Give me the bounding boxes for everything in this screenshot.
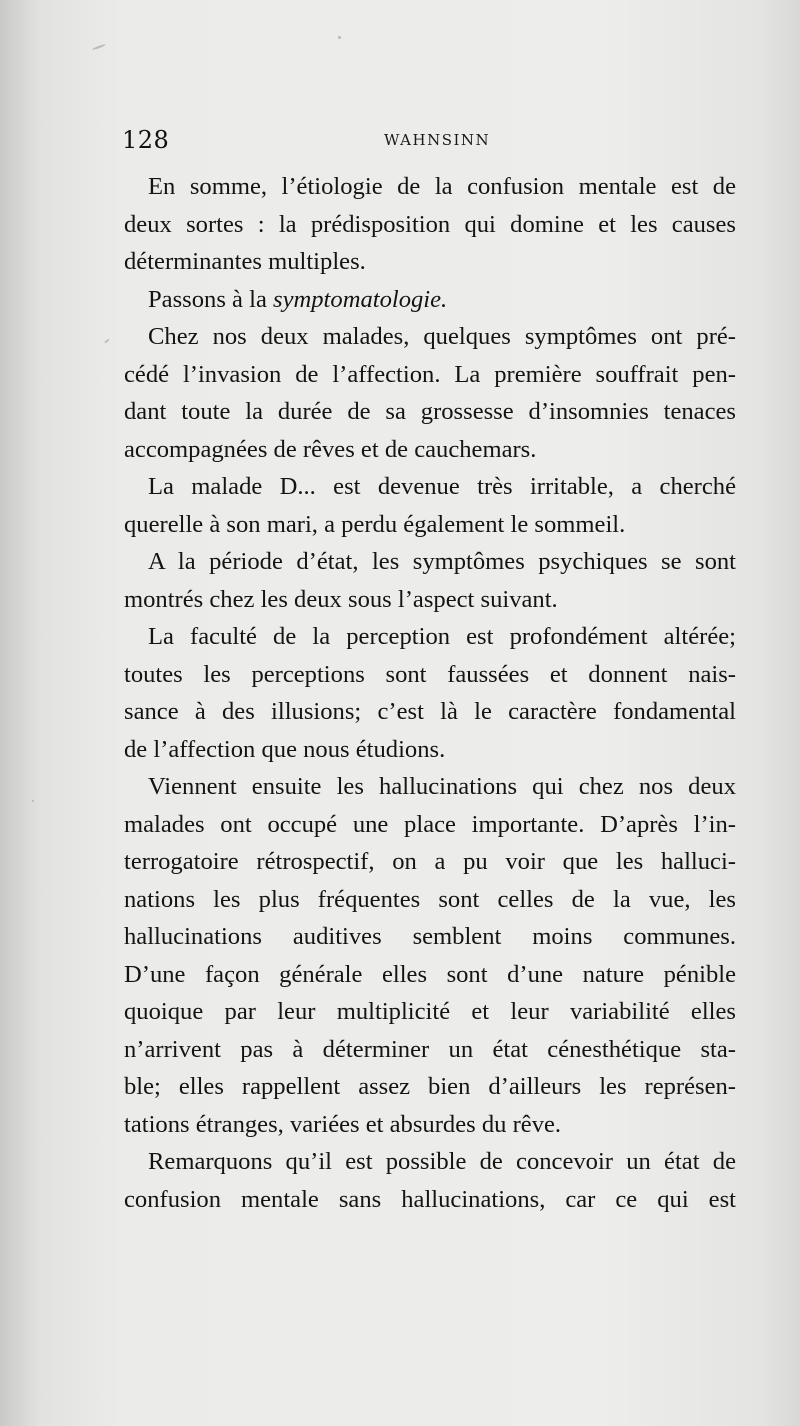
paper-speck xyxy=(92,44,106,51)
text-line: hallucinations auditives semblent moins communes. xyxy=(124,923,736,950)
paragraph-1 xyxy=(124,168,736,281)
text-line: n’arrivent pas à déterminer un état cénesthétique sta- xyxy=(124,1035,736,1063)
text-line: querelle à son mari, a perdu également le sommeil. xyxy=(124,510,626,538)
text-line: sance à des illusions; c’est là le caractère fondamental xyxy=(124,698,736,725)
text-line: cédé l’invasion de l’affection. La première souffrait pen- xyxy=(124,360,736,388)
text-line: accompagnées de rêves et de cauchemars. xyxy=(124,435,537,463)
paper-speck xyxy=(104,338,110,343)
italic-term: symptomatologie. xyxy=(273,285,448,313)
text-line: terrogatoire rétrospectif, on a pu voir que les halluci- xyxy=(124,848,736,875)
running-title: WAHNSINN xyxy=(384,131,491,149)
text-line: A la période d’état, les symptômes psychiques se sont xyxy=(148,548,736,575)
paragraph-5 xyxy=(124,543,736,618)
text-line: En somme, l’étiologie de la confusion mentale est de xyxy=(148,173,736,200)
text-line: ble; elles rappellent assez bien d’ailleurs les représen- xyxy=(124,1073,736,1100)
paragraph-6 xyxy=(124,618,736,768)
paragraph-8 xyxy=(124,1143,736,1218)
text-line: deux sortes : la prédisposition qui domine et les causes xyxy=(124,210,736,238)
text-line: Chez nos deux malades, quelques symptômes ont pré- xyxy=(148,323,736,350)
text-line: nations les plus fréquentes sont celles de la vue, les xyxy=(124,885,736,913)
text-line: de l’affection que nous étudions. xyxy=(124,735,446,763)
text-line: Remarquons qu’il est possible de concevoir un état de xyxy=(148,1148,736,1175)
text-line: toutes les perceptions sont faussées et donnent nais- xyxy=(124,660,736,688)
paragraph-2 xyxy=(124,281,736,319)
paper-speck xyxy=(32,800,34,802)
text-line: dant toute la durée de sa grossesse d’insomnies tenaces xyxy=(124,398,736,425)
paragraph-3 xyxy=(124,318,736,468)
text-line: quoique par leur multiplicité et leur variabilité elles xyxy=(124,998,736,1025)
paper-speck xyxy=(338,36,341,39)
paragraph-7 xyxy=(124,768,736,1143)
text-line: déterminantes multiples. xyxy=(124,248,366,275)
text-line: montrés chez les deux sous l’aspect suivant. xyxy=(124,585,558,613)
page-header xyxy=(122,126,762,156)
text-line: La faculté de la perception est profondément altérée; xyxy=(148,623,736,650)
text-line: confusion mentale sans hallucinations, car ce qui est xyxy=(124,1185,736,1213)
body-text xyxy=(124,168,736,1218)
text-line xyxy=(124,281,736,319)
text-line: Viennent ensuite les hallucinations qui chez nos deux xyxy=(148,773,736,800)
text-line: D’une façon générale elles sont d’une nature pénible xyxy=(124,960,736,988)
text-line: La malade D... est devenue très irritable, a cherché xyxy=(148,473,736,500)
text-span: Passons à la xyxy=(148,285,274,313)
text-line: malades ont occupé une place importante. D’après l’in- xyxy=(124,810,736,838)
text-line: tations étranges, variées et absurdes du rêve. xyxy=(124,1110,562,1138)
paragraph-4 xyxy=(124,468,736,543)
page-number: 128 xyxy=(122,126,170,154)
